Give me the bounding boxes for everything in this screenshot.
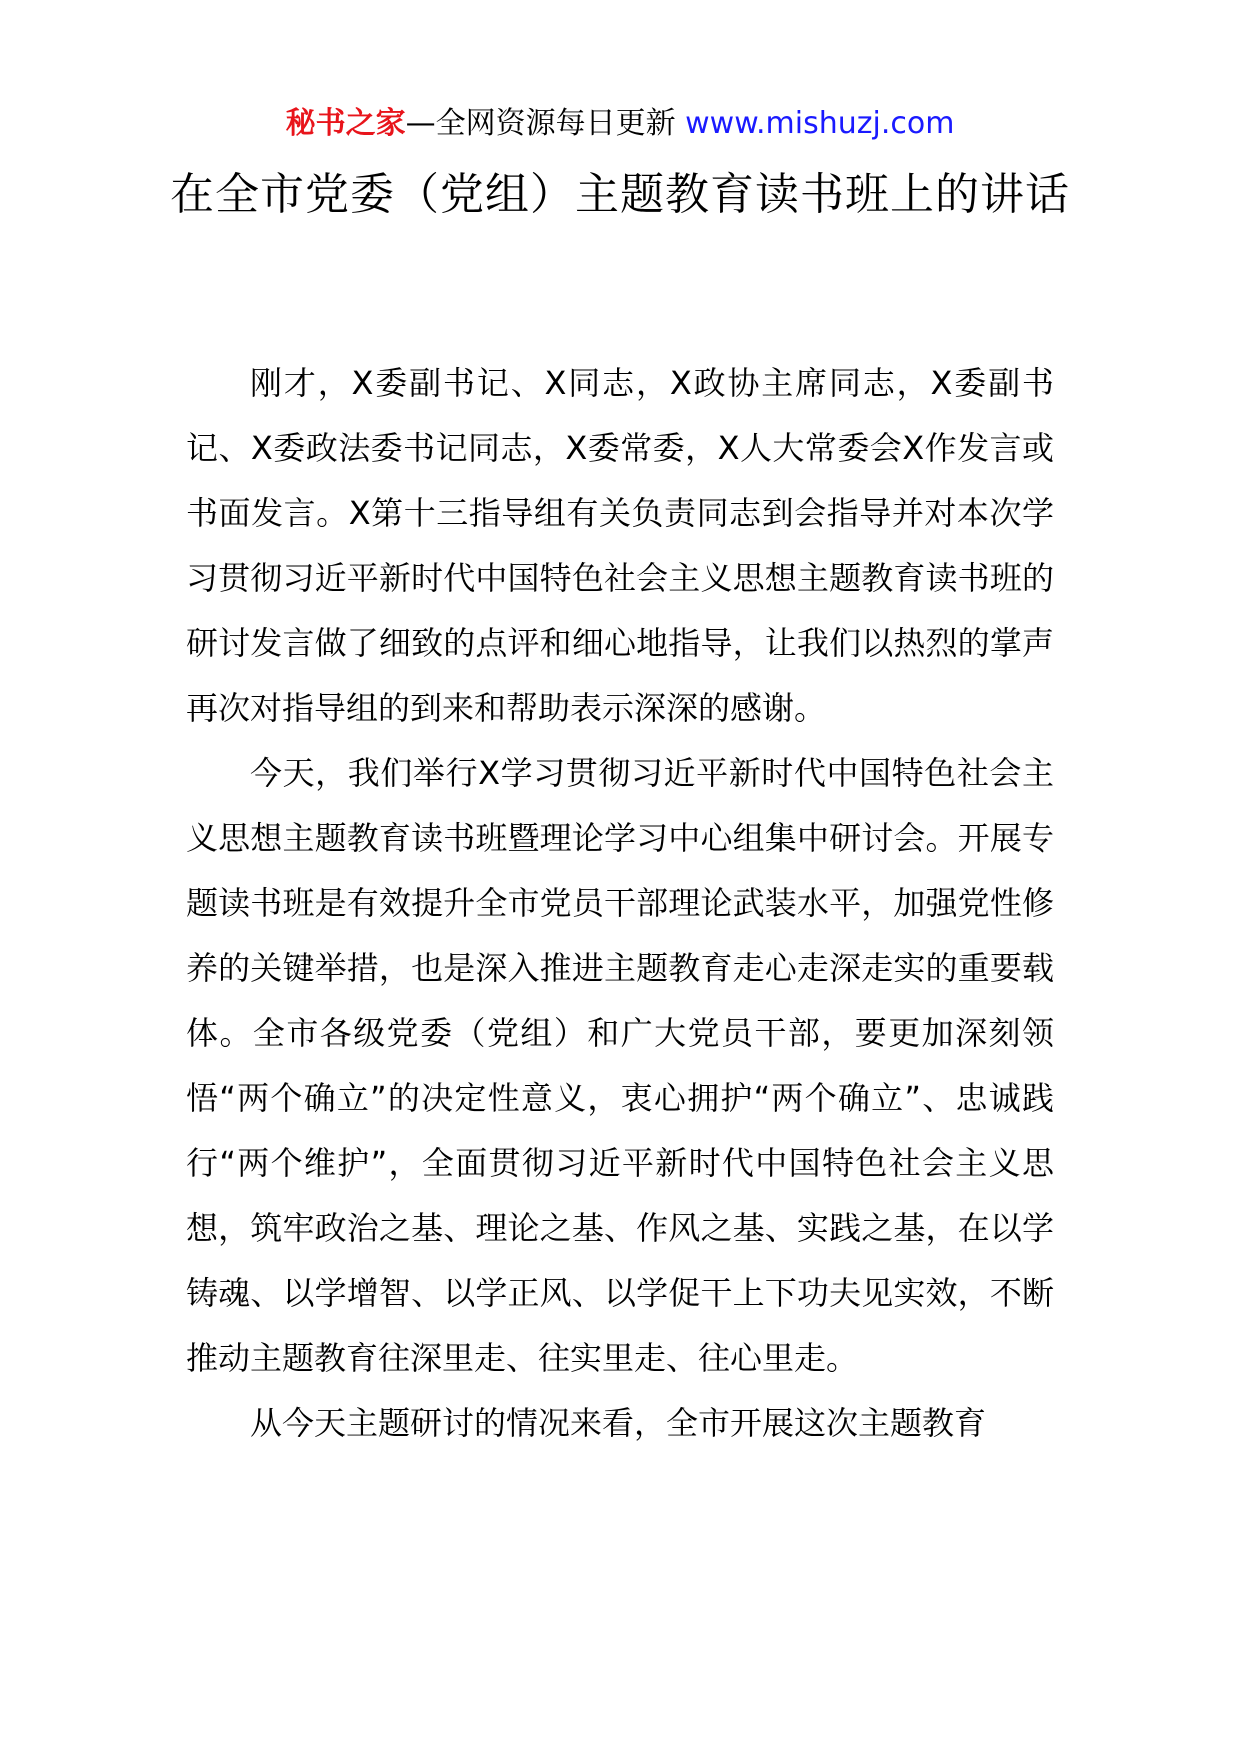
site-tagline: —全网资源每日更新 (405, 106, 686, 141)
document-body (186, 351, 1054, 1456)
paragraph: 刚才，X委副书记、X同志，X政协主席同志，X委副书记、X委政法委书记同志，X委常委，X人大常委会X作发言或书面发言。X第十三指导组有关负责同志到会指导并对本次学习贯彻习近平新时代中国特色社会主义思想主题教育读书班的研讨发言做了细致的点评和细心地指导，让我们以热烈的掌声再次对指导组的到来和帮助表示深深的感谢。 (186, 364, 1054, 727)
site-header (0, 104, 1240, 144)
paragraph: 从今天主题研讨的情况来看，全市开展这次主题教育 (250, 1404, 987, 1442)
site-url-link[interactable]: www.mishuzj.com (685, 106, 955, 141)
site-brand: 秘书之家 (285, 106, 406, 141)
paragraph: 今天，我们举行X学习贯彻习近平新时代中国特色社会主义思想主题教育读书班暨理论学习中心组集中研讨会。开展专题读书班是有效提升全市党员干部理论武装水平，加强党性修养的关键举措，也是深入推进主题教育走心走深走实的重要载体。全市各级党委（党组）和广大党员干部，要更加深刻领悟“两个确立”的决定性意义，衷心拥护“两个确立”、忠诚践行“两个维护”，全面贯彻习近平新时代中国特色社会主义思想，筑牢政治之基、理论之基、作风之基、实践之基，在以学铸魂、以学增智、以学正风、以学促干上下功夫见实效，不断推动主题教育往深里走、往实里走、往心里走。 (186, 754, 1054, 1377)
document-title: 在全市党委（党组）主题教育读书班上的讲话 (170, 169, 1070, 220)
